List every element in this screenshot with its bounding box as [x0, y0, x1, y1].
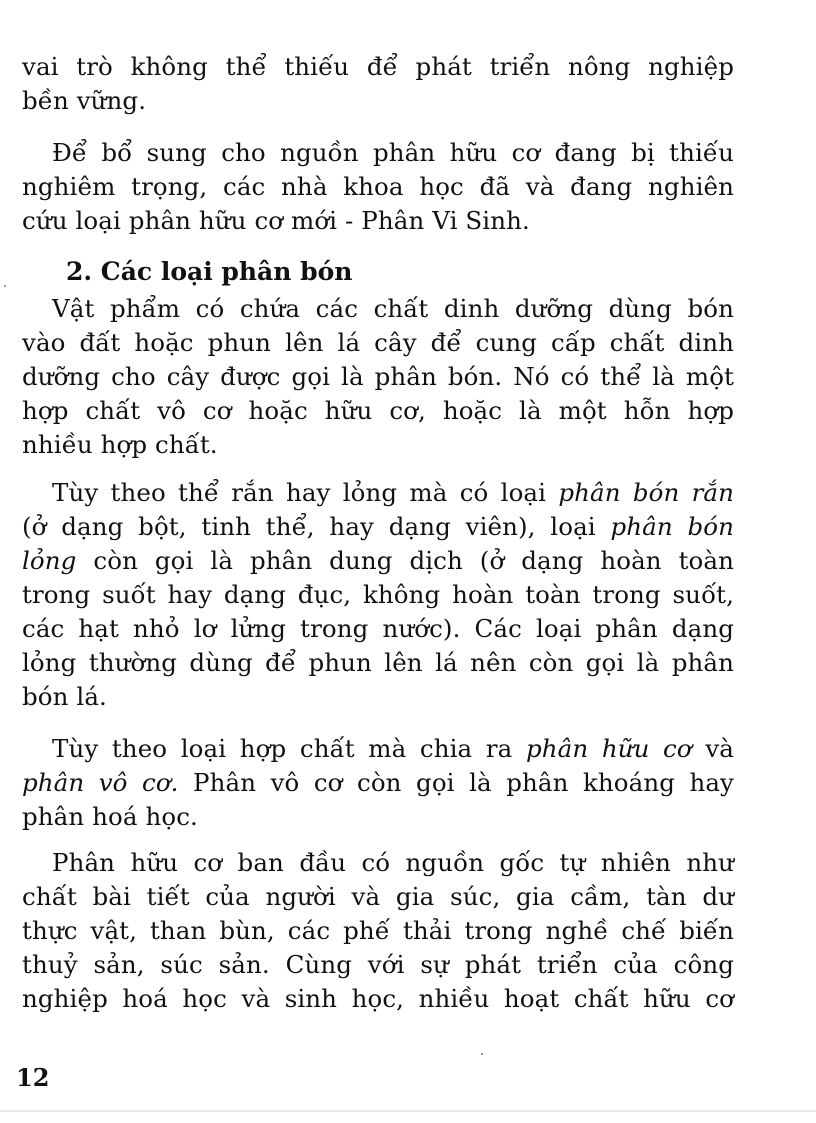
- text-run: (ở dạng bột, tinh thể, hay dạng viên), loại: [22, 512, 611, 541]
- text-line: Để bổ sung cho nguồn phân hữu cơ đang bị thiếu: [52, 138, 734, 167]
- text-line: bền vững.: [22, 86, 147, 115]
- text-run: Phân vô cơ còn gọi là phân khoáng hay: [178, 768, 734, 797]
- italic-term: phân vô cơ.: [22, 768, 179, 797]
- scan-speck: [4, 285, 6, 287]
- text-line: [22, 510, 734, 544]
- page-number: 12: [16, 1063, 50, 1092]
- paragraph-organic-inorganic: [22, 732, 734, 834]
- text-line: chất bài tiết của người và gia súc, gia cầm, tàn dư: [22, 882, 734, 911]
- text-line: [22, 544, 734, 578]
- text-line: bón lá.: [22, 682, 107, 711]
- scan-edge: [0, 1110, 816, 1112]
- text-line: nghiêm trọng, các nhà khoa học đã và đang nghiên: [22, 172, 734, 201]
- text-line: thực vật, than bùn, các phế thải trong nghề chế biến: [22, 916, 734, 945]
- text-line: vào đất hoặc phun lên lá cây để cung cấp chất dinh: [22, 328, 734, 357]
- italic-term: phân bón: [610, 512, 735, 541]
- text-line: [22, 766, 734, 800]
- text-line: lỏng thường dùng để phun lên lá nên còn gọi là phân: [22, 648, 734, 677]
- text-line: [22, 476, 734, 510]
- text-run: còn gọi là phân dung dịch (ở dạng hoàn toàn: [76, 546, 734, 575]
- italic-term: phân hữu cơ: [525, 734, 692, 763]
- text-run: Tùy theo thể rắn hay lỏng mà có loại: [52, 478, 559, 507]
- scan-speck: [481, 1053, 483, 1055]
- italic-term: phân bón rắn: [558, 478, 734, 507]
- paragraph-fertilizer-definition: [22, 292, 734, 462]
- italic-term: lỏng: [22, 546, 77, 575]
- text-line: hợp chất vô cơ hoặc hữu cơ, hoặc là một hỗn hợp: [22, 396, 734, 425]
- text-line: Vật phẩm có chứa các chất dinh dưỡng dùng bón: [52, 294, 734, 323]
- text-line: cứu loại phân hữu cơ mới - Phân Vi Sinh.: [22, 206, 530, 235]
- text-line: phân hoá học.: [22, 802, 198, 831]
- section-heading: 2. Các loại phân bón: [66, 257, 353, 286]
- text-run: Tùy theo loại hợp chất mà chia ra: [52, 734, 526, 763]
- text-line: vai trò không thể thiếu để phát triển nông nghiệp: [22, 52, 734, 81]
- text-line: trong suốt hay dạng đục, không hoàn toàn trong suốt,: [22, 580, 734, 609]
- text-line: thuỷ sản, súc sản. Cùng với sự phát triển của công: [22, 950, 734, 979]
- text-line: Phân hữu cơ ban đầu có nguồn gốc tự nhiên như: [52, 848, 734, 877]
- text-line: các hạt nhỏ lơ lửng trong nước). Các loại phân dạng: [22, 614, 734, 643]
- paragraph-solid-liquid: [22, 476, 734, 714]
- text-line: nhiều hợp chất.: [22, 430, 218, 459]
- paragraph-organic-origin: [22, 846, 734, 1016]
- text-line: nghiệp hoá học và sinh học, nhiều hoạt chất hữu cơ: [22, 984, 734, 1013]
- text-line: [22, 732, 734, 766]
- text-line: dưỡng cho cây được gọi là phân bón. Nó có thể là một: [22, 362, 734, 391]
- paragraph-continuation: [22, 50, 734, 118]
- text-run: và: [691, 734, 734, 763]
- paragraph-microbial-fertilizer: [22, 136, 734, 238]
